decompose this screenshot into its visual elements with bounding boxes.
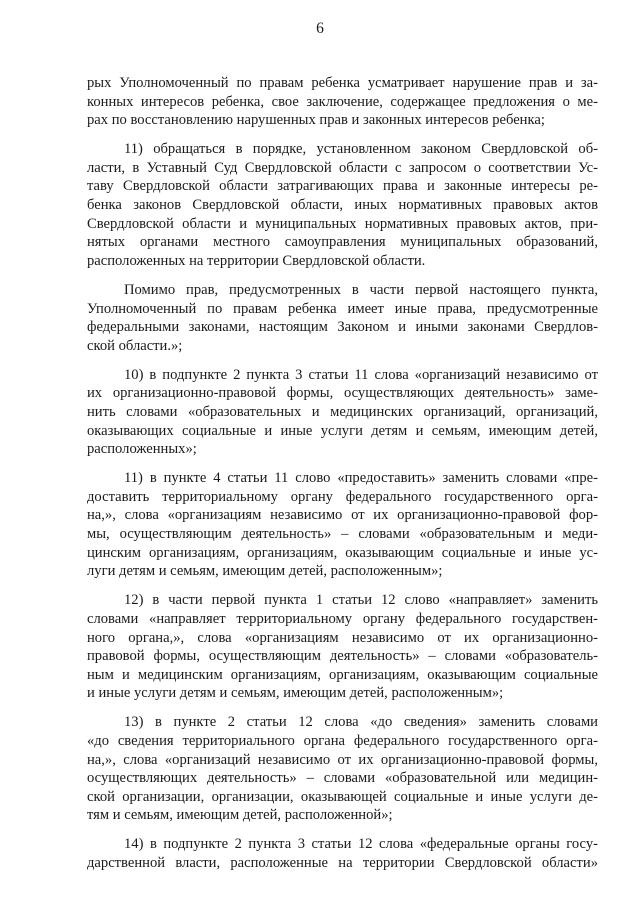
paragraph xyxy=(87,74,598,130)
text-line: бенка законов Свердловской области, иных нормативных правовых актов xyxy=(87,197,598,214)
text-line: ным и медицинским организациям, организациям, оказывающим социальные xyxy=(87,666,598,683)
text-line: Помимо прав, предусмотренных в части первой настоящего пункта, xyxy=(124,281,598,298)
text-line: рах по восстановлению нарушенных прав и законных интересов ребенка; xyxy=(87,112,545,129)
paragraph xyxy=(87,591,598,703)
text-line: на,», слова «организаций независимо от их организационно-правовой формы, xyxy=(87,751,598,768)
document-body xyxy=(87,74,598,883)
text-line: их организационно-правовой формы, осуществляющих деятельность» заме- xyxy=(87,385,598,402)
text-line: конных интересов ребенка, свое заключение, содержащее предложения о ме- xyxy=(87,93,598,110)
text-line: таву Свердловской области затрагивающих права и законные интересы ре- xyxy=(87,178,598,195)
text-line: ласти, в Уставный Суд Свердловской области с запросом о соответствии Ус- xyxy=(87,159,598,176)
text-line: мы, осуществляющим деятельность» – словами «образовательным и меди- xyxy=(87,526,598,543)
text-line: цинским организациям, организациям, оказывающим социальные и иные ус- xyxy=(87,544,598,561)
text-line: осуществляющих деятельность» – словами «образовательной или медицин- xyxy=(87,770,598,787)
page-number: 6 xyxy=(316,20,324,37)
text-line: ской области.»; xyxy=(87,337,183,354)
text-line: и иные услуги детям и семьям, имеющим детей, расположенным»; xyxy=(87,685,504,702)
text-line: луги детям и семьям, имеющим детей, расположенным»; xyxy=(87,563,443,580)
paragraph xyxy=(87,469,598,581)
text-line: рых Уполномоченный по правам ребенка усматривает нарушение прав и за- xyxy=(87,75,598,91)
paragraph xyxy=(87,140,598,270)
text-line: ного органа,», слова «организациям независимо от их организационно- xyxy=(87,629,598,646)
paragraph xyxy=(87,366,598,459)
text-line: нить словами «образовательных и медицинских организаций, организаций, xyxy=(87,404,598,420)
text-line: 11) в пункте 4 статьи 11 слово «предоставить» заменить словами «пре- xyxy=(124,470,598,487)
text-line: нятых органами местного самоуправления муниципальных образований, xyxy=(87,234,598,251)
text-line: 12) в части первой пункта 1 статьи 12 слово «направляет» заменить xyxy=(124,592,598,609)
text-line: доставить территориальному органу федерального государственного орга- xyxy=(87,488,598,505)
text-line: правовой формы, осуществляющим деятельность» – словами «образователь- xyxy=(87,648,598,665)
text-line: «до сведения территориального органа федерального государственного орга- xyxy=(87,733,598,749)
text-line: 14) в подпункте 2 пункта 3 статьи 12 слова «федеральные органы госу- xyxy=(124,836,598,853)
text-line: Уполномоченный по правам ребенка имеет иные права, предусмотренные xyxy=(87,300,598,317)
paragraph xyxy=(87,835,598,872)
text-line: дарственной власти, расположенные на территории Свердловской области» xyxy=(87,855,598,872)
text-line: расположенных»; xyxy=(87,441,197,458)
text-line: словами «направляет территориальному органу федерального государствен- xyxy=(87,610,598,627)
text-line: на,», слова «организациям независимо от их организационно-правовой фор- xyxy=(87,507,598,524)
text-line: расположенных на территории Свердловской области. xyxy=(87,252,426,269)
text-line: федеральными законами, настоящим Законом и иными законами Свердлов- xyxy=(87,319,598,336)
paragraph xyxy=(87,281,598,355)
text-line: 13) в пункте 2 статьи 12 слова «до сведения» заменить словами xyxy=(124,714,598,731)
text-line: 10) в подпункте 2 пункта 3 статьи 11 слова «организаций независимо от xyxy=(124,366,598,383)
text-line: оказывающих социальные и иные услуги детям и семьям, имеющим детей, xyxy=(87,422,598,439)
text-line: Свердловской области и муниципальных нормативных правовых актов, при- xyxy=(87,215,598,232)
text-line: 11) обращаться в порядке, установленном законом Свердловской об- xyxy=(124,141,598,158)
text-line: ской организации, организации, оказывающей социальные и иные услуги де- xyxy=(87,788,598,805)
text-line: тям и семьям, имеющим детей, расположенной»; xyxy=(87,807,393,824)
paragraph xyxy=(87,713,598,825)
